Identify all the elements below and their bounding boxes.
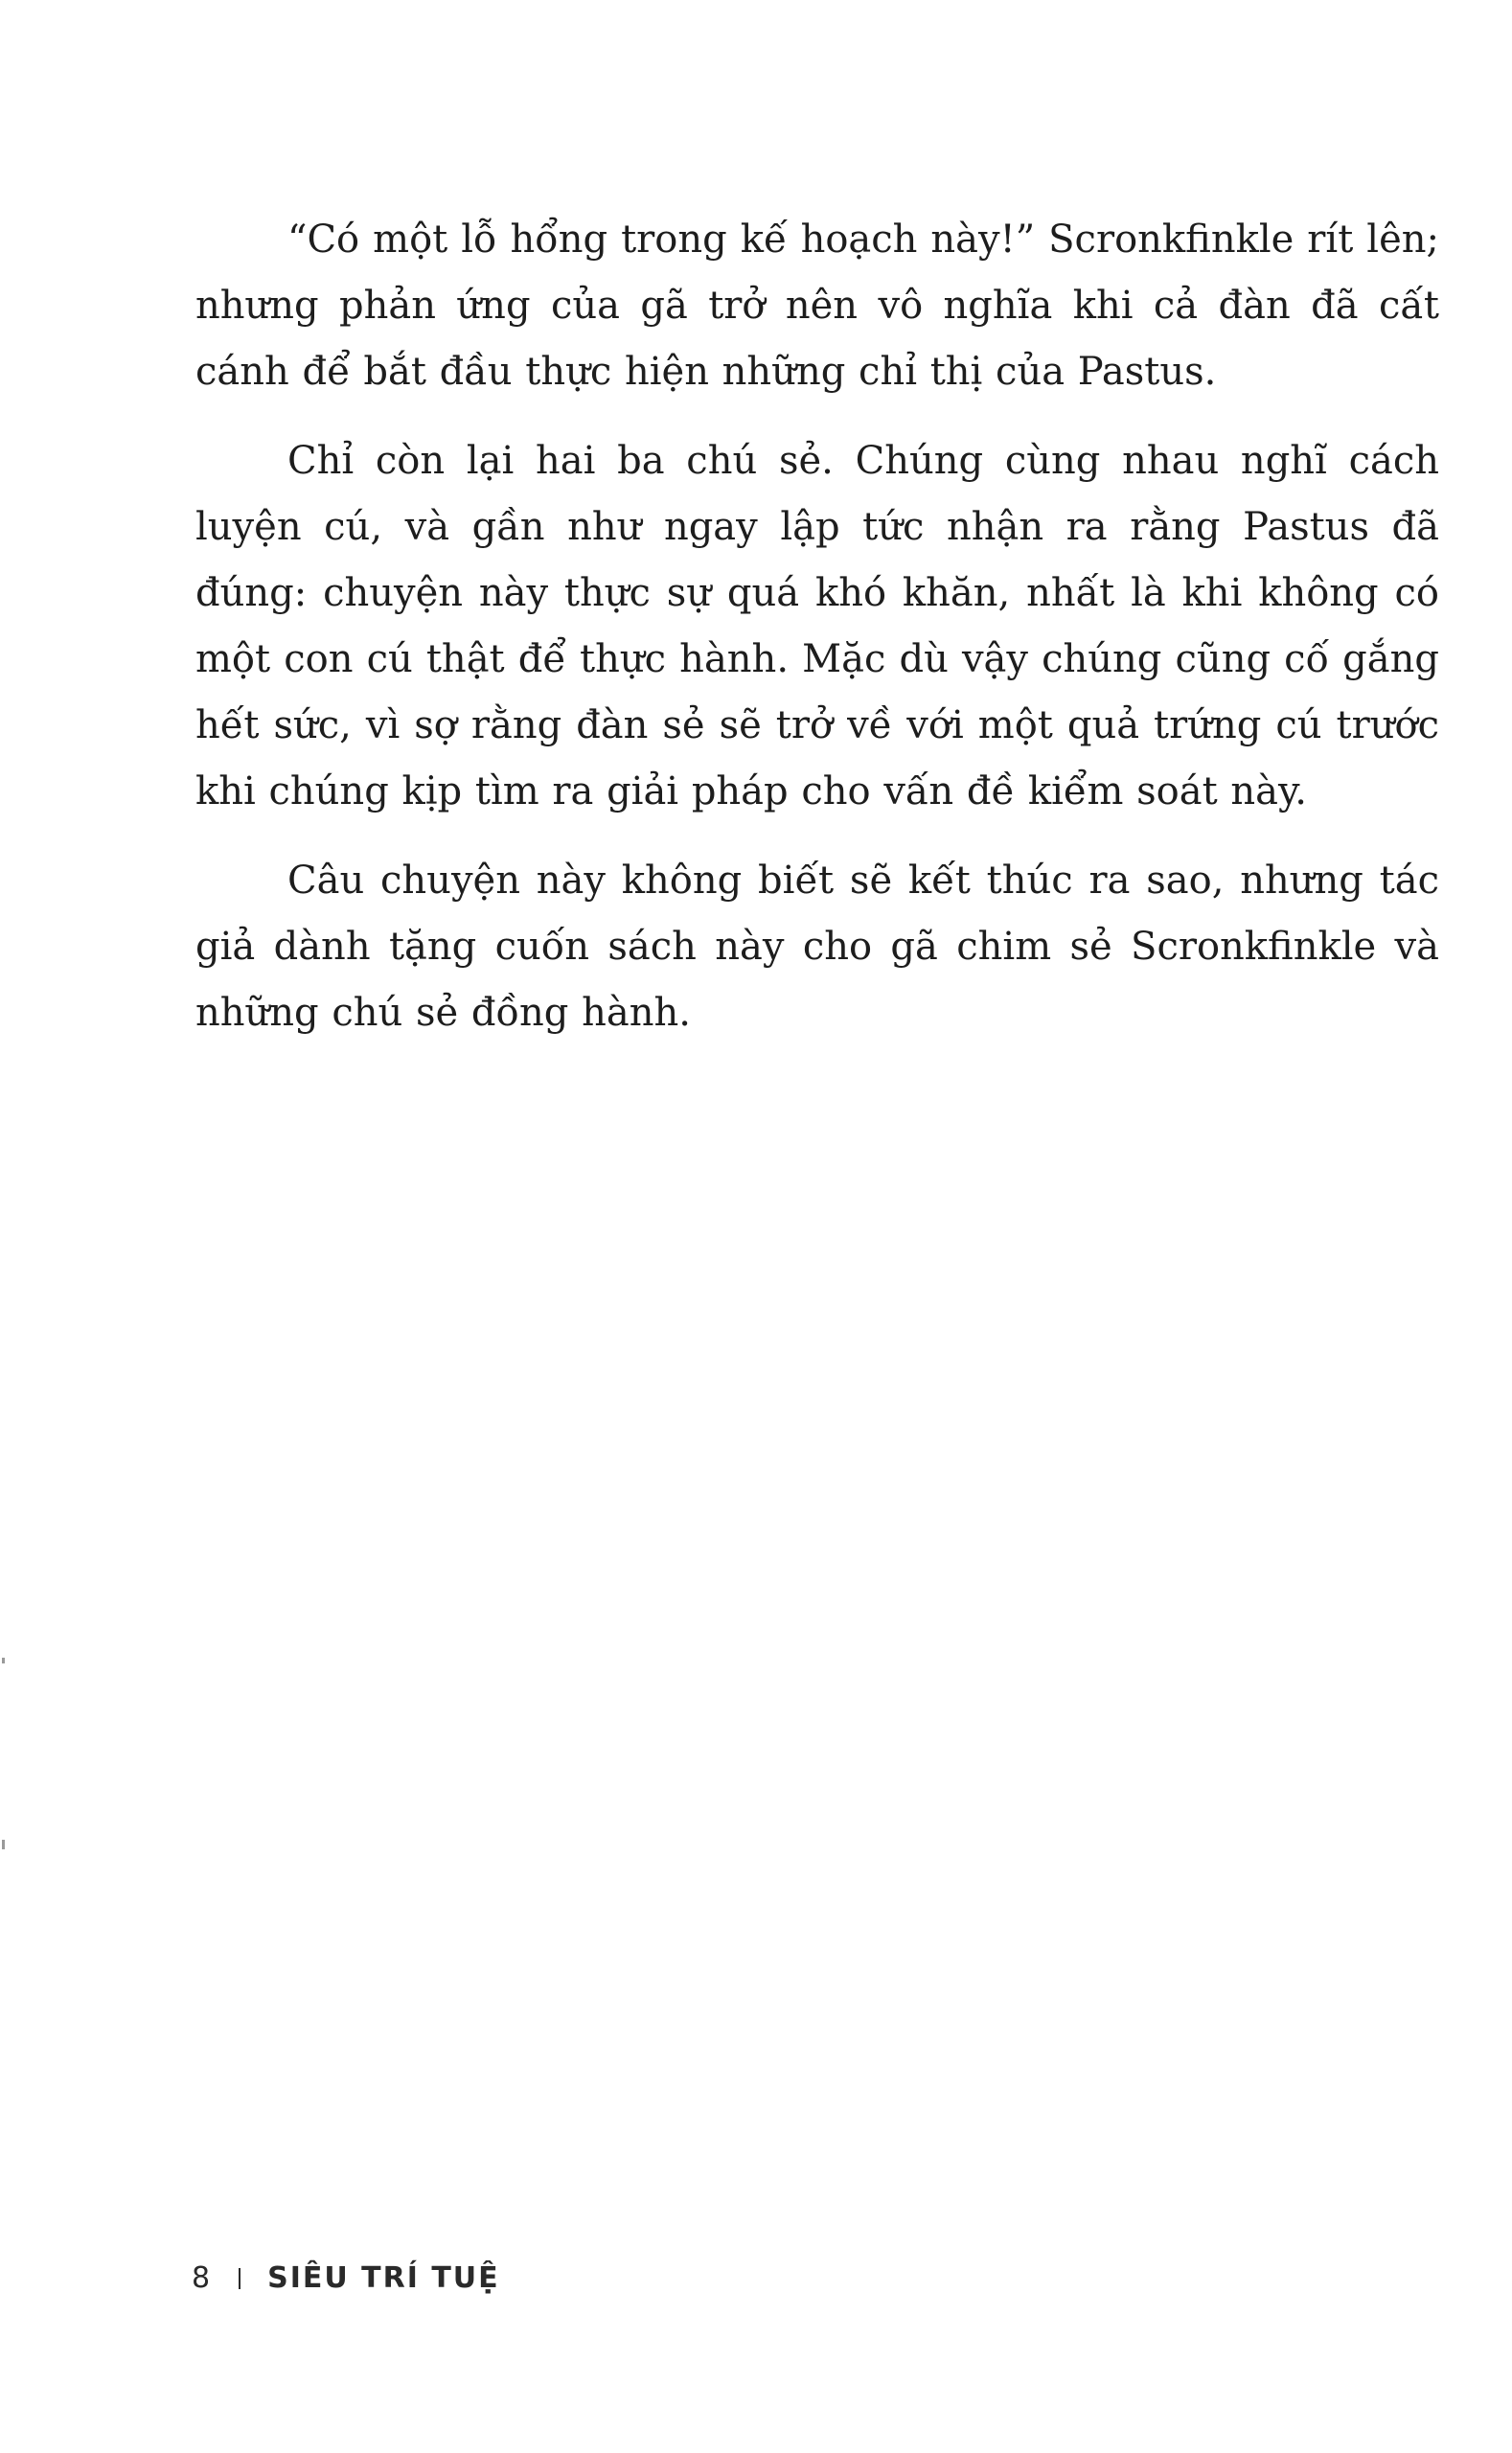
page-number: 8	[192, 2261, 211, 2295]
paragraph-3: Câu chuyện này không biết sẽ kết thúc ra sao, nhưng tác giả dành tặng cuốn sách này cho gã chim sẻ Scronkfinkle và những chú sẻ đồng hành.	[195, 859, 1439, 1035]
footer-separator	[239, 2268, 241, 2289]
page-footer	[192, 2261, 500, 2295]
scan-edge-mark	[2, 1840, 5, 1849]
running-title: SIÊU TRÍ TUỆ	[267, 2261, 500, 2295]
paragraph-2: Chỉ còn lại hai ba chú sẻ. Chúng cùng nhau nghĩ cách luyện cú, và gần như ngay lập tức nhận ra rằng Pastus đã đúng: chuyện này thực sự quá khó khăn, nhất là khi không có một con cú thật để thực hành. Mặc dù vậy chúng cũng cố gắng hết sức, vì sợ rằng đàn sẻ sẽ trở về với một quả trứng cú trước khi chúng kịp tìm ra giải pháp cho vấn đề kiểm soát này.	[195, 439, 1439, 814]
paragraph-1: “Có một lỗ hổng trong kế hoạch này!” Scronkfinkle rít lên; nhưng phản ứng của gã trở nên vô nghĩa khi cả đàn đã cất cánh để bắt đầu thực hiện những chỉ thị của Pastus.	[195, 218, 1439, 394]
scan-edge-mark	[2, 1658, 5, 1663]
body-text	[195, 207, 1439, 1069]
